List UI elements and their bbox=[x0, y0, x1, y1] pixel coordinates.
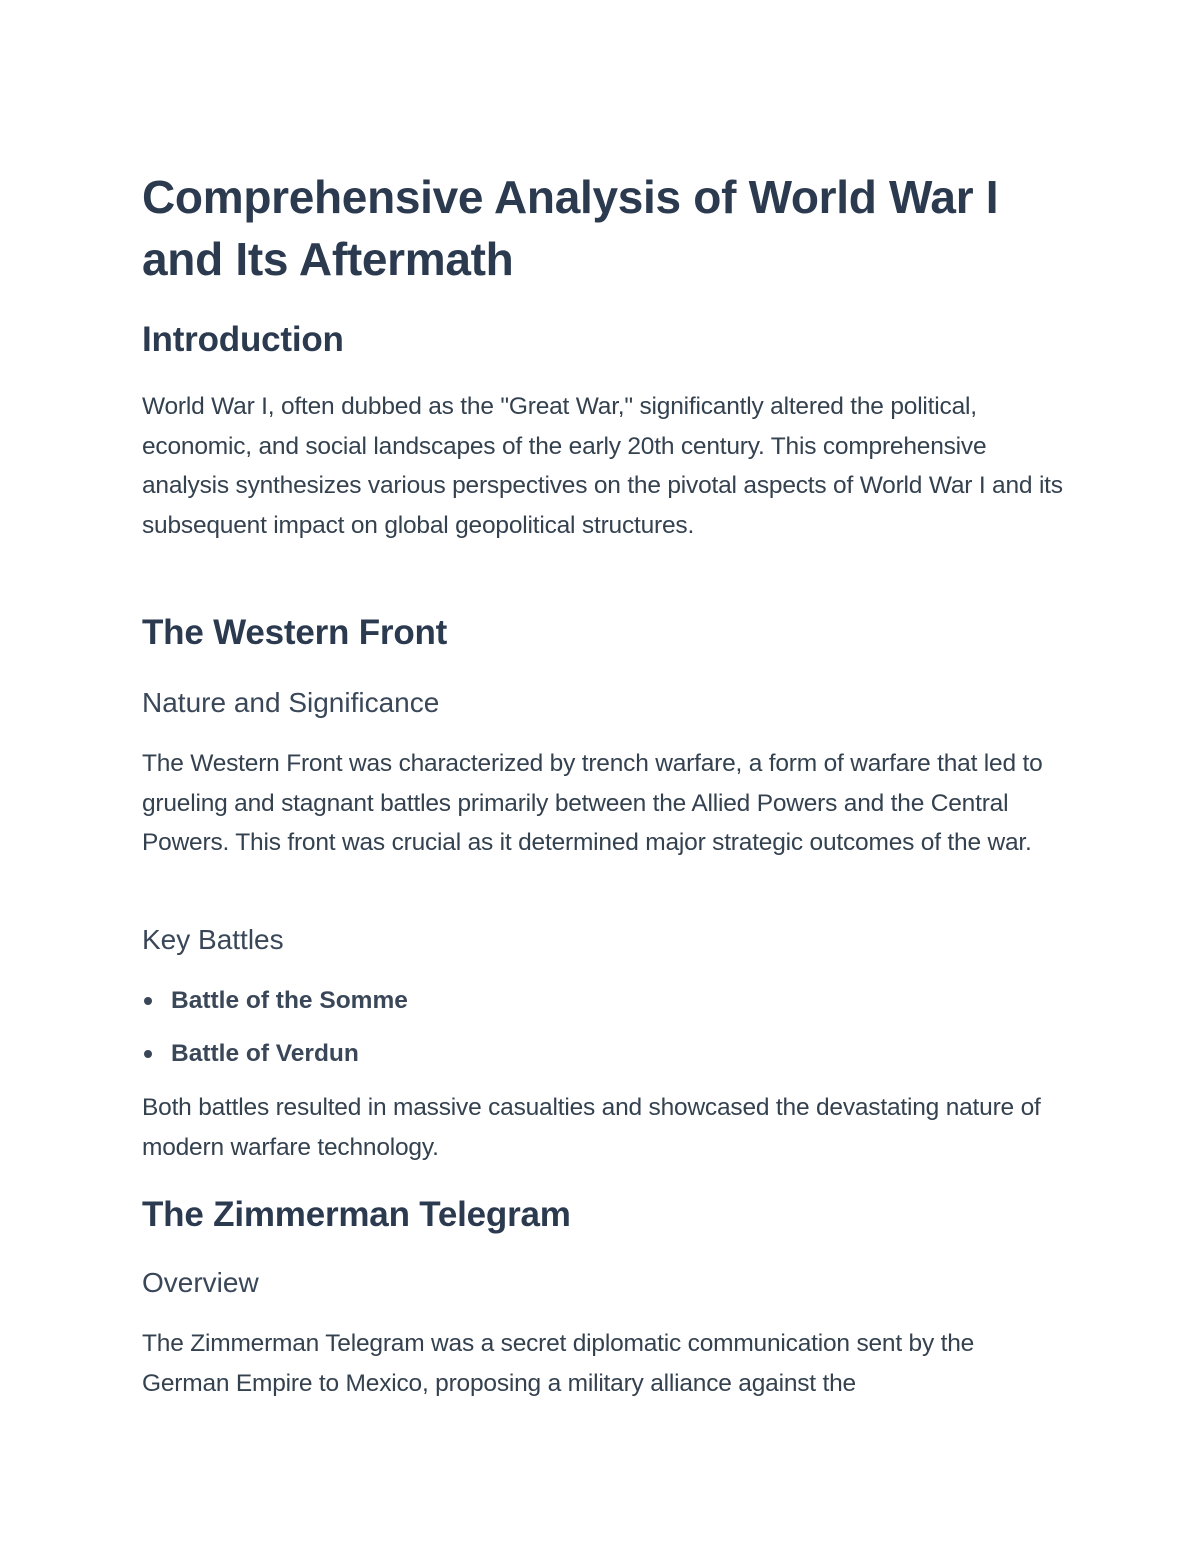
nature-significance-heading: Nature and Significance bbox=[142, 687, 440, 718]
introduction-paragraph: World War I, often dubbed as the "Great War," significantly altered the political, economic, and social landscapes of the early 20th century. This comprehensive analysis synthesizes various perspectives on the pivotal aspects of World War I and its subsequent impact on global geopolitical structures. bbox=[142, 393, 1063, 539]
introduction-heading: Introduction bbox=[142, 320, 344, 359]
battle-somme-label: Battle of the Somme bbox=[171, 987, 408, 1014]
overview-heading: Overview bbox=[142, 1267, 259, 1298]
key-battles-paragraph: Both battles resulted in massive casualties and showcased the devastating nature of modern warfare technology. bbox=[142, 1094, 1041, 1161]
list-item bbox=[142, 1034, 408, 1074]
battle-verdun-label: Battle of Verdun bbox=[171, 1039, 359, 1067]
zimmerman-heading: The Zimmerman Telegram bbox=[142, 1195, 571, 1234]
bullet-icon bbox=[144, 997, 152, 1005]
zimmerman-paragraph: The Zimmerman Telegram was a secret diplomatic communication sent by the German Empire to Mexico, proposing a military alliance against the bbox=[142, 1330, 975, 1397]
key-battles-list bbox=[142, 981, 408, 1086]
bullet-icon bbox=[144, 1050, 152, 1058]
western-front-heading: The Western Front bbox=[142, 613, 448, 652]
list-item bbox=[142, 981, 408, 1021]
western-front-paragraph: The Western Front was characterized by trench warfare, a form of warfare that led to grueling and stagnant battles primarily between the Allied Powers and the Central Powers. This front was crucial as it determined major strategic outcomes of the war. bbox=[142, 750, 1043, 856]
document-title: Comprehensive Analysis of World War I and Its Aftermath bbox=[142, 171, 999, 285]
key-battles-heading: Key Battles bbox=[142, 924, 284, 955]
